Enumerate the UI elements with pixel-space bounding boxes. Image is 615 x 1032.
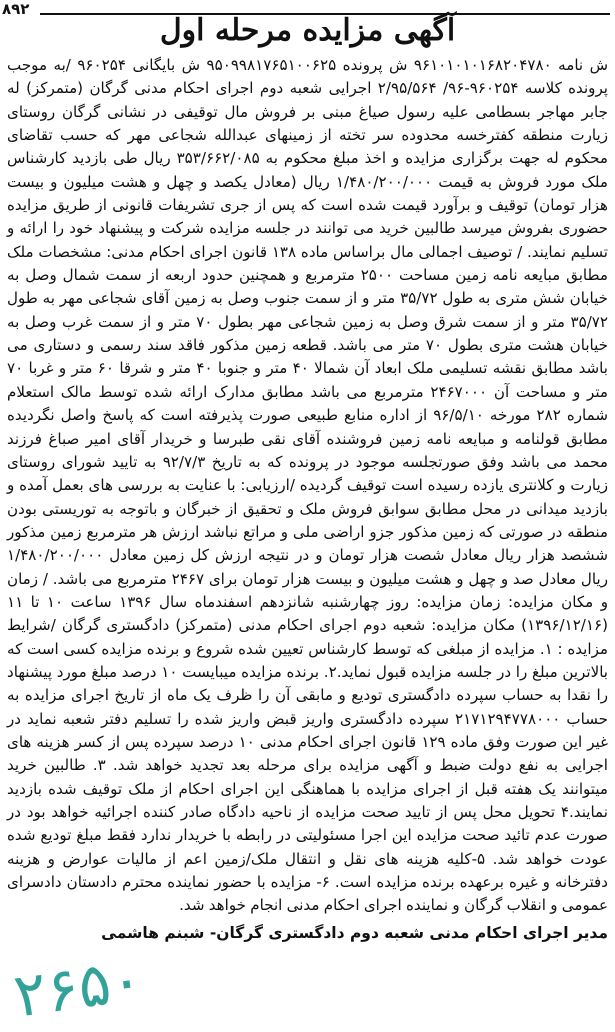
notice-body: ش نامه ۹۶۱۰۱۰۱۰۱۶۸۲۰۴۷۸۰ ش پرونده ۹۵۰۹۹۸۱۷۶۵۱۰۰۶۲۵ ش بایگانی ۹۶۰۲۵۴ /به موجب پرونده کلاسه ۹۶۰۲۵۴-۹۶/ ۲/۹۵/۵۶۴ اجرایی شعبه دوم اجرای احکام مدنی گرگان (متمرکز) له جابر مهاجر بسطامی علیه رسول صیاغ مبنی بر فروش مال توقیفی در نشانی گرگان روستای زیارت منطقه کفترخسه محدوده سر تخته از زمینهای عبدالله شجاعی مهر که حسب تقاضای محکوم له جهت برگزاری مزایده و اخذ مبلغ محکوم به ۳۵۳/۶۶۲/۰۸۵ ریال طی بازدید کارشناس ملک مورد فروش به قیمت ۱/۴۸۰/۲۰۰/۰۰۰ ریال (معادل یکصد و چهل و هشت میلیون و بیست هزار تومان) توقیف و برآورد قیمت شده است که پس از جری تشریفات قانونی از طریق مزایده حضوری بفروش میرسد طالبین خرید می توانند در جلسه مزایده شرکت و پیشنهاد خود را ارائه و تسلیم نمایند. / توصیف اجمالی مال براساس ماده ۱۳۸ قانون اجرای احکام مدنی: مشخصات ملک مطابق مبایعه نامه زمین مساحت ۲۵۰۰ مترمربع و همچنین حدود اربعه از سمت شمال وصل به خیابان شش متری به طول ۳۵/۷۲ متر و از سمت جنوب وصل به زمین آقای شجاعی مهر به طول ۳۵/۷۲ متر و از سمت شرق وصل به زمین شجاعی مهر بطول ۷۰ متر و از سمت غرب وصل به خیابان هشت متری بطول ۷۰ متر می باشد. قطعه زمین مذکور فاقد سند رسمی و دستاری می باشد مطابق نقشه تسلیمی ملک ابعاد آن شمالا ۴۰ متر و جنوبا ۴۰ متر و شرقا ۶۰ متر و غربا ۷۰ متر و مساحت آن ۲۴۶۷۰۰۰ مترمربع می باشد مطابق مدارک ارائه شده توسط مالک استعلام شماره ۲۸۲ مورخه ۹۶/۵/۱۰ از اداره منابع طبیعی صورت پذیرفته است که پاسخ واصل نگردیده مطابق قولنامه و مبایعه نامه زمین فروشنده آقای نقی طبرسا و خریدار آقای امیر صباغ فرزند محمد می باشد وفق صورتجلسه موجود در پرونده که به تاریخ ۹۲/۷/۳ به تایید شورای روستای زیارت و کلانتری یازده رسیده است توقیف گردیده /ارزیابی: با عنایت به بررسی های بعمل آمده و بازدید میدانی در محل مطابق سوابق فروش ملک و تحقیق از خبرگان و باتوجه به توریستی بودن منطقه در صورتی که زمین مذکور جزو اراضی ملی و مراتع نباشد ارزش هر مترمربع زمین مذکور ششصد هزار ریال معادل شصت هزار تومان و در نتیجه ارزش کل زمین معادل ۱/۴۸۰/۲۰۰/۰۰۰ ریال معادل صد و چهل و هشت میلیون و بیست هزار تومان برای ۲۴۶۷ مترمربع می باشد. / زمان و مکان مزایده: زمان مزایده: روز چهارشنبه شانزدهم اسفندماه سال ۱۳۹۶ ساعت ۱۰ تا ۱۱ (۱۳۹۶/۱۲/۱۶) مکان مزایده: شعبه دوم اجرای احکام مدنی (متمرکز) دادگستری گرگان /شرایط مزایده : ۱. مزایده از مبلغی که توسط کارشناس تعیین شده شروع و برنده مزایده کسی است که بالاترین مبلغ را در جلسه مزایده قبول نماید.۲. برنده مزایده میبایست ۱۰ درصد مبلغ مورد پیشنهاد را نقدا به حساب سپرده دادگستری تودیع و مابقی آن را ظرف یک ماه از تاریخ اجرای مزایده به حساب ۲۱۷۱۲۹۴۷۷۸۰۰۰ سپرده دادگستری واریز قبض واریز شده را تسلیم دفتر شعبه نماید در غیر این صورت وفق ماده ۱۲۹ قانون اجرای احکام مدنی ۱۰ درصد سپرده پس از کسر هزینه های اجرایی به نفع دولت ضبط و آگهی مزایده برای مرحله بعد تجدید خواهد شد. ۳. طالبین خرید میتوانند یک هفته قبل از اجرای مزایده با هماهنگی این اجرای احکام از ملک توقیف شده بازدید نمایند.۴ تحویل محل پس از تایید صحت مزایده از ناحیه دادگاه صادر کننده اجرائیه خواهد بود در صورت عدم تائید صحت مزایده این اجرا مسئولیتی در رابطه با خریدار ندارد فقط مبلغ تودیع شده عودت خواهد شد. ۵-کلیه هزینه های نقل و انتقال ملک/زمین اعم از مالیات عوارض و هزینه دفترخانه و غیره برعهده برنده مزایده است. ۶- مزایده با حضور نماینده محترم دادستان دادسرای عمومی و انقلاب گرگان و نماینده اجرای احکام مدنی انجام خواهد شد. [7, 56, 609, 915]
notice-title: آگهی مزایده مرحله اول [159, 13, 456, 48]
signature-line: مدیر اجرای احکام مدنی شعبه دوم دادگستری گرگان- شبنم هاشمی [101, 923, 608, 942]
clip-number: ۸۹۲ [2, 0, 30, 18]
handwritten-note: ۲۶۵۰ [9, 944, 148, 1032]
top-divider [40, 13, 610, 15]
